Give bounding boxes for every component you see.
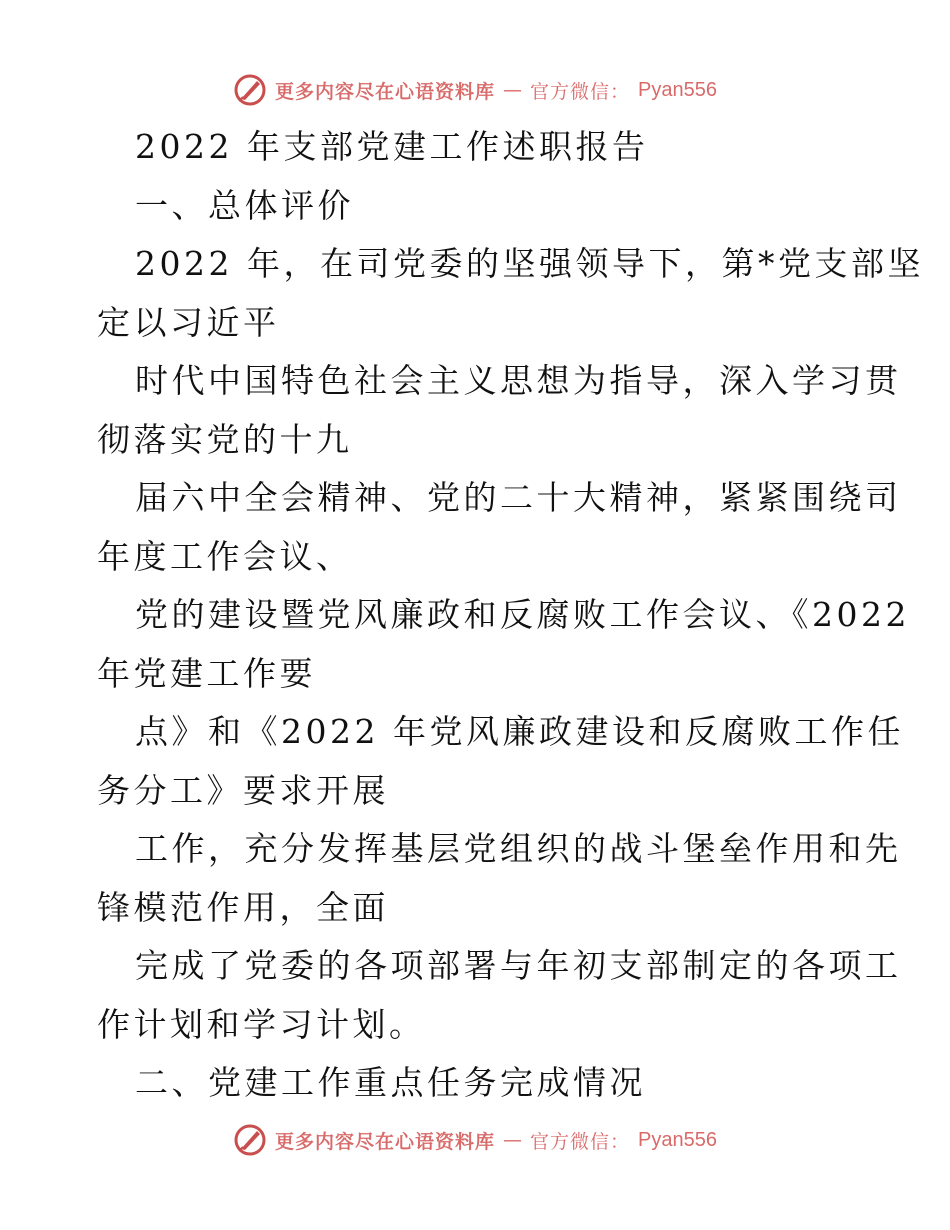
- document-line: 完成了党委的各项部署与年初支部制定的各项工: [135, 946, 902, 985]
- document-line: 2022 年，在司党委的坚强领导下，第*党支部坚: [135, 244, 924, 283]
- document-line: 点》和《2022 年党风廉政建设和反腐败工作任: [135, 712, 904, 751]
- watermark-wechat-label: 官方微信：: [530, 80, 631, 103]
- watermark-separator: —: [503, 1129, 523, 1151]
- document-line: 届六中全会精神、党的二十大精神，紧紧围绕司: [135, 478, 902, 517]
- quill-circle-icon: [233, 73, 267, 107]
- watermark-text: 更多内容尽在心语资料库: [275, 80, 496, 103]
- header-watermark: [0, 70, 950, 110]
- watermark-wechat-id: Pyan556: [638, 78, 717, 101]
- document-line: 年党建工作要: [97, 653, 316, 693]
- watermark-separator: —: [503, 79, 523, 101]
- footer-watermark: [0, 1120, 950, 1160]
- document-body: [97, 118, 924, 1113]
- document-line: 年度工作会议、: [97, 536, 353, 576]
- document-line: 二、党建工作重点任务完成情况: [135, 1063, 646, 1102]
- document-line: 工作，充分发挥基层党组织的战斗堡垒作用和先: [135, 829, 902, 868]
- watermark-wechat-id: Pyan556: [638, 1128, 717, 1151]
- document-line: 彻落实党的十九: [97, 419, 353, 459]
- document-line: 一、总体评价: [135, 185, 354, 225]
- document-line: 定以习近平: [97, 302, 280, 342]
- document-line: 2022 年支部党建工作述职报告: [135, 127, 649, 166]
- document-line: 锋模范作用，全面: [97, 887, 389, 927]
- watermark-wechat-label: 官方微信：: [530, 1130, 631, 1153]
- document-line: 时代中国特色社会主义思想为指导，深入学习贯: [135, 361, 902, 400]
- document-line: 党的建设暨党风廉政和反腐败工作会议、《2022: [135, 595, 910, 634]
- document-line: 务分工》要求开展: [97, 770, 389, 810]
- watermark-text: 更多内容尽在心语资料库: [275, 1130, 496, 1153]
- document-line: 作计划和学习计划。: [97, 1004, 426, 1044]
- quill-circle-icon: [233, 1123, 267, 1157]
